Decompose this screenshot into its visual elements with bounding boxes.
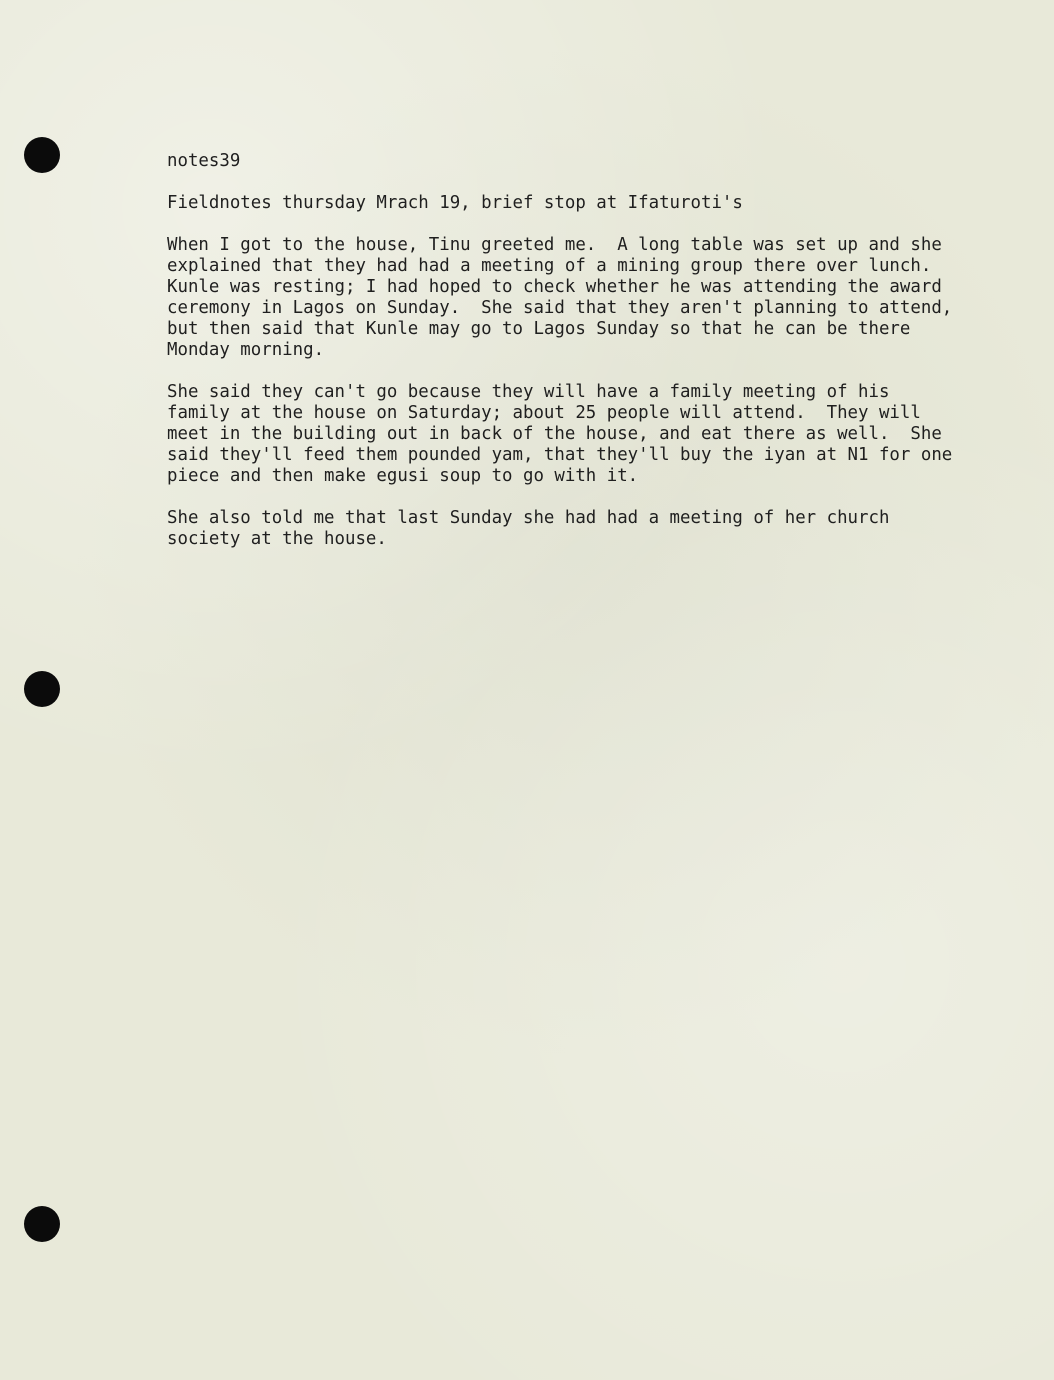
file-label: notes39 bbox=[167, 151, 241, 171]
punch-hole-bottom bbox=[24, 1206, 60, 1242]
paragraph-line: ceremony in Lagos on Sunday. She said that they aren't planning to attend, bbox=[167, 298, 953, 318]
paragraph-1 bbox=[167, 235, 1027, 361]
punch-hole-top bbox=[24, 137, 60, 173]
paragraph-line: society at the house. bbox=[167, 529, 387, 549]
document-body bbox=[167, 151, 1027, 550]
paragraph-line: but then said that Kunle may go to Lagos Sunday so that he can be there bbox=[167, 319, 911, 339]
paragraph-line: Monday morning. bbox=[167, 340, 325, 360]
paragraph-2 bbox=[167, 382, 1027, 487]
paragraph-line: She said they can't go because they will have a family meeting of his bbox=[167, 382, 890, 402]
paragraph-line: family at the house on Saturday; about 25 people will attend. They will bbox=[167, 403, 921, 423]
document-heading: Fieldnotes thursday Mrach 19, brief stop at Ifaturoti's bbox=[167, 193, 743, 213]
paragraph-line: meet in the building out in back of the house, and eat there as well. She bbox=[167, 424, 942, 444]
paragraph-line: She also told me that last Sunday she had had a meeting of her church bbox=[167, 508, 890, 528]
paragraph-line: said they'll feed them pounded yam, that they'll buy the iyan at N1 for one bbox=[167, 445, 953, 465]
paragraph-line: Kunle was resting; I had hoped to check whether he was attending the award bbox=[167, 277, 942, 297]
paragraph-line: explained that they had had a meeting of a mining group there over lunch. bbox=[167, 256, 932, 276]
punch-hole-middle bbox=[24, 671, 60, 707]
paragraph-line: piece and then make egusi soup to go with it. bbox=[167, 466, 639, 486]
paragraph-3 bbox=[167, 508, 1027, 550]
paragraph-line: When I got to the house, Tinu greeted me. A long table was set up and she bbox=[167, 235, 942, 255]
